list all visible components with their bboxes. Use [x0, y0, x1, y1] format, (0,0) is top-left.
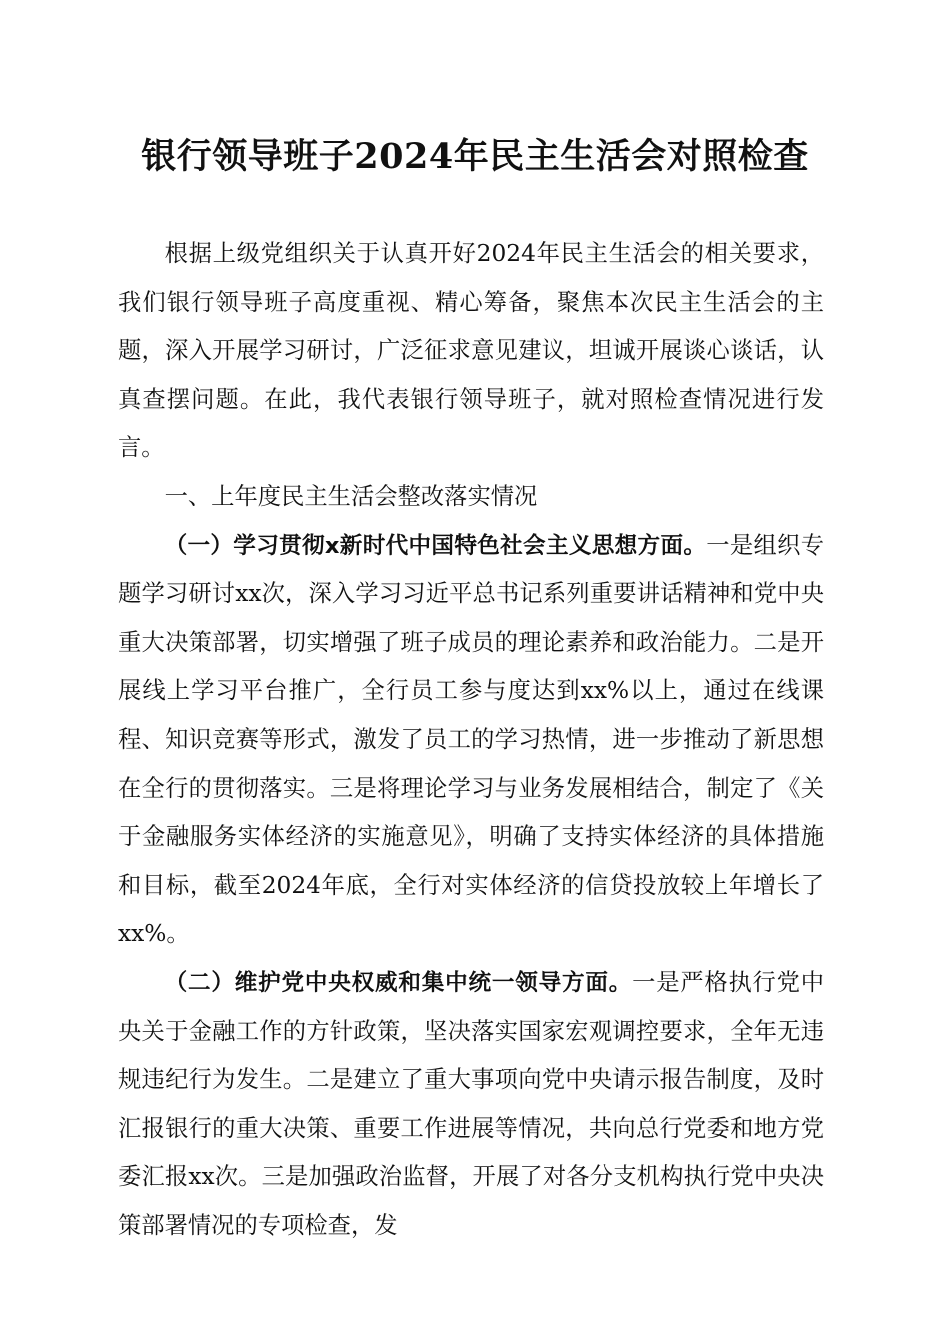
- section-heading: 一、上年度民主生活会整改落实情况: [164, 482, 538, 510]
- item-body-2: 一是严格执行党中央关于金融工作的方针政策，坚决落实国家宏观调控要求，全年无违规违纪行为发生。二是建立了重大事项向党中央请示报告制度，及时汇报银行的重大决策、重要工作进展等情况，共向总行党委和地方党委汇报xx次。三是加强政治监督，开展了对各分支机构执行党中央决策部署情况的专项检查，发: [118, 968, 825, 1239]
- item-paragraph-2: [118, 959, 824, 1251]
- item-paragraph-1: [118, 522, 824, 959]
- item-heading-1: （一）学习贯彻x新时代中国特色社会主义思想方面。: [164, 532, 707, 559]
- document-title: 银行领导班子2024年民主生活会对照检查: [141, 136, 809, 177]
- intro-paragraph: 根据上级党组织关于认真开好2024年民主生活会的相关要求，我们银行领导班子高度重视、精心筹备，聚焦本次民主生活会的主题，深入开展学习研讨，广泛征求意见建议，坦诚开展谈心谈话，认真查摆问题。在此，我代表银行领导班子，就对照检查情况进行发言。: [118, 240, 824, 462]
- item-heading-2: （二）维护党中央权威和集中统一领导方面。: [164, 969, 633, 996]
- document-body: [118, 230, 824, 1250]
- item-body-1: 一是组织专题学习研讨xx次，深入学习习近平总书记系列重要讲话精神和党中央重大决策部署，切实增强了班子成员的理论素养和政治能力。二是开展线上学习平台推广，全行员工参与度达到xx%以上，通过在线课程、知识竞赛等形式，激发了员工的学习热情，进一步推动了新思想在全行的贯彻落实。三是将理论学习与业务发展相结合，制定了《关于金融服务实体经济的实施意见》，明确了支持实体经济的具体措施和目标，截至2024年底，全行对实体经济的信贷投放较上年增长了xx%。: [118, 531, 825, 948]
